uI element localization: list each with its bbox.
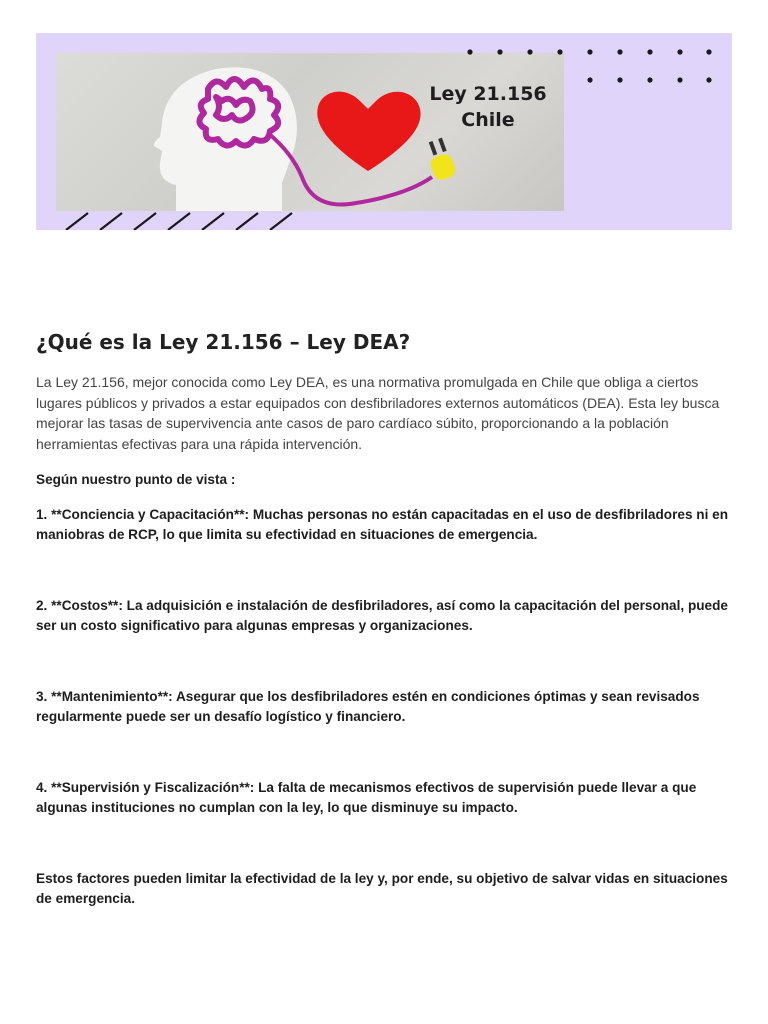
hero-section [36,33,732,230]
subheading: Según nuestro punto de vista : [36,472,236,487]
article-title: ¿Qué es la Ley 21.156 – Ley DEA? [36,330,411,354]
intro-paragraph: La Ley 21.156, mejor conocida como Ley DEA, es una normativa promulgada en Chile que obliga a ciertos lugares públicos y privados a estar equipados con desfibriladores externos automáticos (DEA). Esta ley busca mejorar las tasas de supervivencia ante casos de paro cardíaco súbito, proporcionando a la población herramientas efectivas para una rápida intervención. [36,374,720,452]
article-body [36,328,736,910]
point-2: 2. **Costos**: La adquisición e instalación de desfibriladores, así como la capacitación del personal, puede ser un costo significativo para algunas empresas y organizaciones. [36,597,728,633]
point-4: 4. **Supervisión y Fiscalización**: La falta de mecanismos efectivos de supervisión puede llevar a que algunas instituciones no cumplan con la ley, lo que disminuye su impacto. [36,779,697,815]
slash-pattern [36,33,732,230]
conclusion-paragraph: Estos factores pueden limitar la efectividad de la ley y, por ende, su objetivo de salvar vidas en situaciones de emergencia. [36,870,728,906]
point-3: 3. **Mantenimiento**: Asegurar que los desfibriladores estén en condiciones óptimas y sean revisados regularmente puede ser un desafío logístico y financiero. [36,688,700,724]
banner-title-line1: Ley 21.156 [429,83,547,105]
point-1: 1. **Conciencia y Capacitación**: Muchas personas no están capacitadas en el uso de desfibriladores ni en maniobras de RCP, lo que limita su efectividad en situaciones de emergencia. [36,506,729,542]
banner-title-line2: Chile [461,109,515,131]
